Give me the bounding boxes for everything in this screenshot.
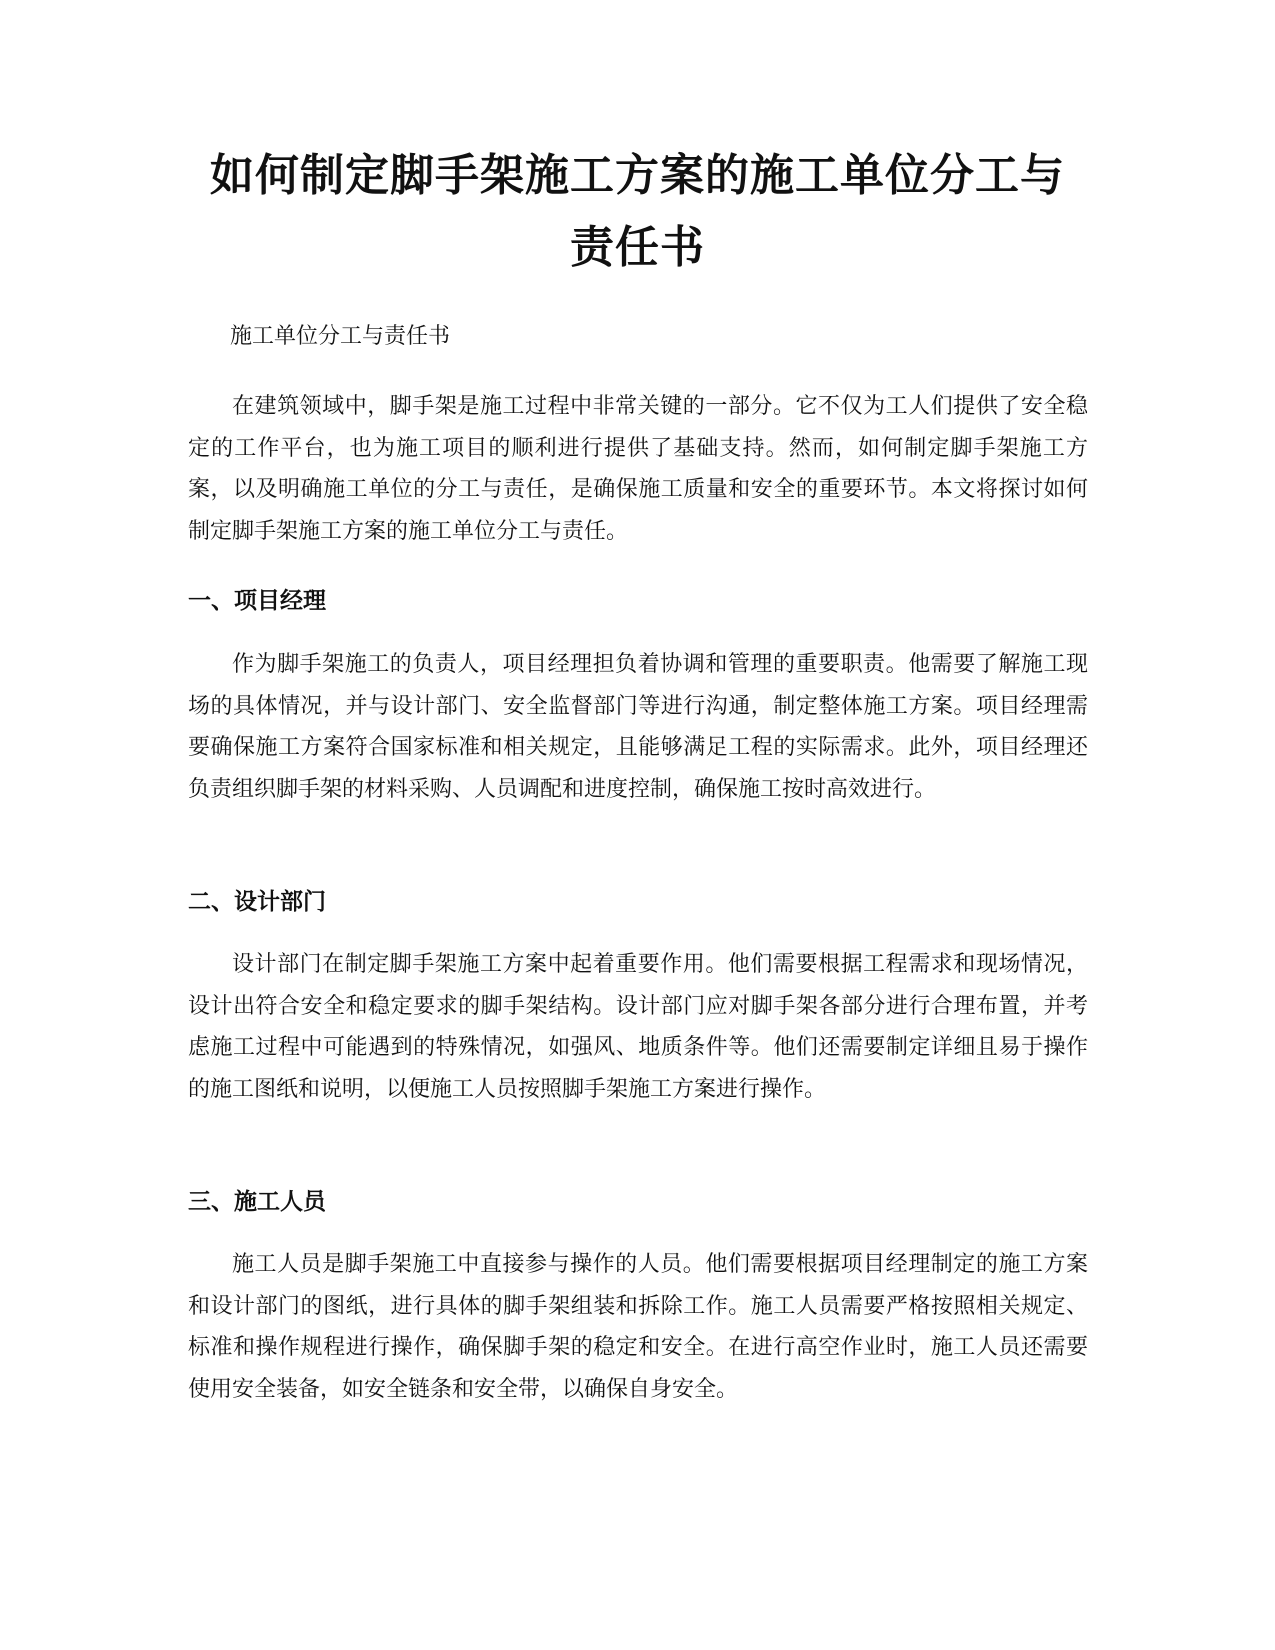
section-heading-design-department: 二、设计部门: [188, 889, 326, 915]
section-body-project-manager: 作为脚手架施工的负责人，项目经理担负着协调和管理的重要职责。他需要了解施工现场的具体情况，并与设计部门、安全监督部门等进行沟通，制定整体施工方案。项目经理需要确保施工方案符合国家标准和相关规定，且能够满足工程的实际需求。此外，项目经理还负责组织脚手架的材料采购、人员调配和进度控制，确保施工按时高效进行。: [188, 652, 1088, 802]
document-subtitle: 施工单位分工与责任书: [230, 324, 451, 349]
section-body-design-department: 设计部门在制定脚手架施工方案中起着重要作用。他们需要根据工程需求和现场情况，设计出符合安全和稳定要求的脚手架结构。设计部门应对脚手架各部分进行合理布置，并考虑施工过程中可能遇到的特殊情况，如强风、地质条件等。他们还需要制定详细且易于操作的施工图纸和说明，以便施工人员按照脚手架施工方案进行操作。: [188, 952, 1088, 1102]
section-heading-construction-workers: 三、施工人员: [188, 1189, 326, 1215]
intro-paragraph: 在建筑领域中，脚手架是施工过程中非常关键的一部分。它不仅为工人们提供了安全稳定的工作平台，也为施工项目的顺利进行提供了基础支持。然而，如何制定脚手架施工方案，以及明确施工单位的分工与责任，是确保施工质量和安全的重要环节。本文将探讨如何制定脚手架施工方案的施工单位分工与责任。: [188, 394, 1088, 544]
section-body-construction-workers: 施工人员是脚手架施工中直接参与操作的人员。他们需要根据项目经理制定的施工方案和设计部门的图纸，进行具体的脚手架组装和拆除工作。施工人员需要严格按照相关规定、标准和操作规程进行操作，确保脚手架的稳定和安全。在进行高空作业时，施工人员还需要使用安全装备，如安全链条和安全带，以确保自身安全。: [188, 1252, 1088, 1402]
document-title-line-1: 如何制定脚手架施工方案的施工单位分工与: [210, 150, 1065, 201]
section-heading-project-manager: 一、项目经理: [188, 588, 326, 614]
document-title-line-2: 责任书: [570, 222, 705, 273]
document-title: [140, 140, 1135, 284]
